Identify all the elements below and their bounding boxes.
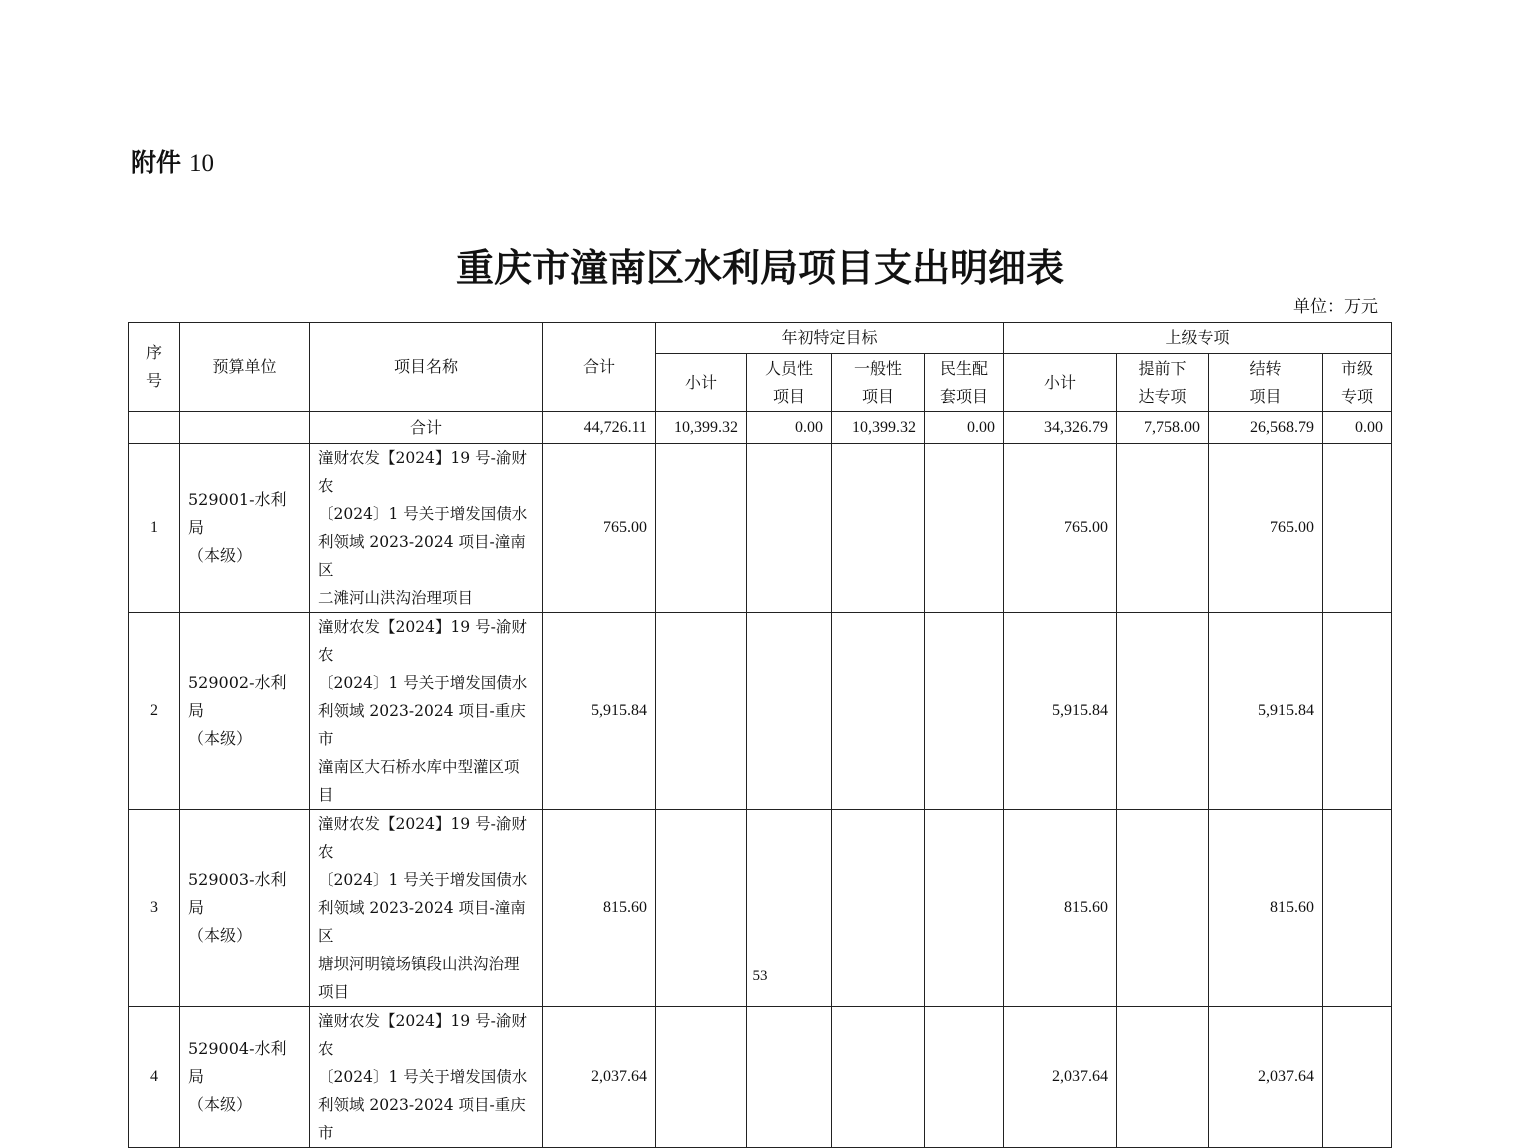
row-a-subtotal <box>656 613 747 810</box>
row-b-carryover: 815.60 <box>1209 810 1323 1007</box>
header-b-carryover: 结转 项目 <box>1209 354 1323 412</box>
row-a-livelihood <box>925 613 1004 810</box>
total-b-advance: 7,758.00 <box>1117 412 1209 444</box>
row-seq: 1 <box>129 444 180 613</box>
row-b-carryover: 765.00 <box>1209 444 1323 613</box>
header-b-subtotal: 小计 <box>1004 354 1117 412</box>
row-project-name: 潼财农发【2024】19 号-渝财农 〔2024〕1 号关于增发国债水 利领域 2023-2024 项目-潼南区 塘坝河明镜场镇段山洪沟治理 项目 <box>310 810 543 1007</box>
header-total: 合计 <box>543 323 656 412</box>
header-a-subtotal: 小计 <box>656 354 747 412</box>
total-total: 44,726.11 <box>543 412 656 444</box>
row-b-advance <box>1117 1007 1209 1148</box>
row-b-subtotal: 2,037.64 <box>1004 1007 1117 1148</box>
row-b-city <box>1323 444 1392 613</box>
row-b-advance <box>1117 613 1209 810</box>
total-a-subtotal: 10,399.32 <box>656 412 747 444</box>
table-row <box>129 1007 1392 1148</box>
row-b-advance <box>1117 444 1209 613</box>
total-a-personnel: 0.00 <box>747 412 832 444</box>
attachment-label <box>131 146 214 181</box>
header-project-name: 项目名称 <box>310 323 543 412</box>
total-seq <box>129 412 180 444</box>
attachment-number: 10 <box>188 150 214 177</box>
page-title: 重庆市潼南区水利局项目支出明细表 <box>455 246 1064 290</box>
row-total: 815.60 <box>543 810 656 1007</box>
page-number: 53 <box>752 968 768 984</box>
row-seq: 2 <box>129 613 180 810</box>
row-a-personnel <box>747 1007 832 1148</box>
total-label: 合计 <box>310 412 543 444</box>
row-project-name: 潼财农发【2024】19 号-渝财农 〔2024〕1 号关于增发国债水 利领域 2023-2024 项目-潼南区 二滩河山洪沟治理项目 <box>310 444 543 613</box>
unit-label: 单位：万元 <box>1293 297 1378 317</box>
header-unit: 预算单位 <box>180 323 310 412</box>
header-group-annual-target: 年初特定目标 <box>656 323 1004 354</box>
table-row <box>129 444 1392 613</box>
header-a-livelihood: 民生配 套项目 <box>925 354 1004 412</box>
header-b-advance: 提前下 达专项 <box>1117 354 1209 412</box>
row-unit: 529003-水利局 （本级） <box>180 810 310 1007</box>
total-row <box>129 412 1392 444</box>
header-group-superior-special: 上级专项 <box>1004 323 1392 354</box>
row-b-city <box>1323 613 1392 810</box>
header-row-1 <box>129 323 1392 354</box>
total-a-general: 10,399.32 <box>832 412 925 444</box>
row-total: 765.00 <box>543 444 656 613</box>
row-a-general <box>832 444 925 613</box>
total-a-livelihood: 0.00 <box>925 412 1004 444</box>
row-total: 2,037.64 <box>543 1007 656 1148</box>
row-a-subtotal <box>656 1007 747 1148</box>
total-b-city: 0.00 <box>1323 412 1392 444</box>
header-a-personnel: 人员性 项目 <box>747 354 832 412</box>
attachment-text: 附件 <box>131 148 182 177</box>
header-a-general: 一般性 项目 <box>832 354 925 412</box>
row-b-subtotal: 5,915.84 <box>1004 613 1117 810</box>
row-a-livelihood <box>925 1007 1004 1148</box>
row-a-livelihood <box>925 444 1004 613</box>
row-b-city <box>1323 1007 1392 1148</box>
header-seq: 序 号 <box>129 323 180 412</box>
row-b-carryover: 2,037.64 <box>1209 1007 1323 1148</box>
row-b-subtotal: 765.00 <box>1004 444 1117 613</box>
row-a-general <box>832 1007 925 1148</box>
total-b-carryover: 26,568.79 <box>1209 412 1323 444</box>
row-seq: 4 <box>129 1007 180 1148</box>
row-b-subtotal: 815.60 <box>1004 810 1117 1007</box>
row-a-subtotal <box>656 444 747 613</box>
row-unit: 529004-水利局 （本级） <box>180 1007 310 1148</box>
row-a-personnel <box>747 613 832 810</box>
row-project-name: 潼财农发【2024】19 号-渝财农 〔2024〕1 号关于增发国债水 利领域 2023-2024 项目-重庆市 潼南区大石桥水库中型灌区项 目 <box>310 613 543 810</box>
table-row <box>129 613 1392 810</box>
total-b-subtotal: 34,326.79 <box>1004 412 1117 444</box>
expenditure-table <box>128 322 1392 1148</box>
total-unit <box>180 412 310 444</box>
row-seq: 3 <box>129 810 180 1007</box>
header-b-city: 市级 专项 <box>1323 354 1392 412</box>
row-project-name: 潼财农发【2024】19 号-渝财农 〔2024〕1 号关于增发国债水 利领域 2023-2024 项目-重庆市 <box>310 1007 543 1148</box>
row-a-general <box>832 613 925 810</box>
row-total: 5,915.84 <box>543 613 656 810</box>
row-b-carryover: 5,915.84 <box>1209 613 1323 810</box>
row-a-personnel <box>747 444 832 613</box>
row-unit: 529002-水利局 （本级） <box>180 613 310 810</box>
row-unit: 529001-水利局 （本级） <box>180 444 310 613</box>
